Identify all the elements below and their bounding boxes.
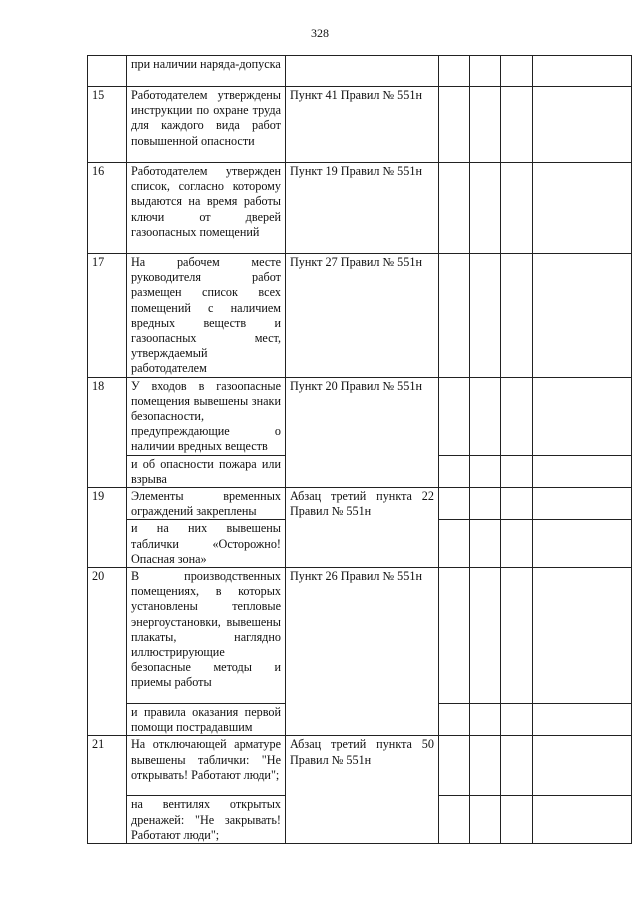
answer-cell — [501, 704, 533, 736]
legal-reference: Пункт 20 Правил № 551н — [286, 377, 439, 487]
answer-cell — [470, 455, 501, 487]
note-cell — [533, 254, 632, 378]
legal-reference: Пункт 26 Правил № 551н — [286, 568, 439, 736]
answer-cell — [501, 796, 533, 844]
legal-reference: Абзац третий пункта 22 Правил № 551н — [286, 488, 439, 568]
answer-cell — [501, 488, 533, 520]
answer-cell — [470, 736, 501, 796]
row-number — [88, 56, 127, 87]
answer-cell — [470, 377, 501, 455]
row-number: 16 — [88, 163, 127, 254]
answer-cell — [439, 455, 470, 487]
answer-cell — [470, 704, 501, 736]
answer-cell — [439, 377, 470, 455]
table-row — [88, 377, 632, 455]
note-cell — [533, 488, 632, 520]
table-row — [88, 736, 632, 796]
answer-cell — [470, 488, 501, 520]
requirement-text: У входов в газоопасные помещения вывешены знаки безопасности, предупреждающие о наличии вредных веществ — [127, 377, 286, 455]
row-number: 20 — [88, 568, 127, 736]
answer-cell — [439, 254, 470, 378]
answer-cell — [439, 488, 470, 520]
answer-cell — [439, 163, 470, 254]
legal-reference: Пункт 41 Правил № 551н — [286, 87, 439, 163]
answer-cell — [439, 568, 470, 704]
note-cell — [533, 568, 632, 704]
requirement-text: и правила оказания первой помощи пострадавшим — [127, 704, 286, 736]
answer-cell — [501, 377, 533, 455]
note-cell — [533, 520, 632, 568]
note-cell — [533, 56, 632, 87]
table-row — [88, 87, 632, 163]
requirement-text: на вентилях открытых дренажей: "Не закрывать! Работают люди"; — [127, 796, 286, 844]
requirement-text: На рабочем месте руководителя работ размещен список всех помещений с наличием вредных веществ и газоопасных мест, утверждаемый работодателем — [127, 254, 286, 378]
note-cell — [533, 455, 632, 487]
answer-cell — [470, 568, 501, 704]
row-number: 15 — [88, 87, 127, 163]
requirement-text: На отключающей арматуре вывешены таблички: "Не открывать! Работают люди"; — [127, 736, 286, 796]
legal-reference — [286, 56, 439, 87]
requirement-text: при наличии наряда-допуска — [127, 56, 286, 87]
answer-cell — [439, 87, 470, 163]
answer-cell — [501, 163, 533, 254]
answer-cell — [501, 520, 533, 568]
legal-reference: Абзац третий пункта 50 Правил № 551н — [286, 736, 439, 844]
table-row — [88, 254, 632, 378]
answer-cell — [501, 254, 533, 378]
page-number: 328 — [311, 26, 329, 40]
answer-cell — [470, 796, 501, 844]
answer-cell — [439, 56, 470, 87]
answer-cell — [501, 56, 533, 87]
requirement-text: В производственных помещениях, в которых установлены тепловые энергоустановки, вывешены плакаты, наглядно иллюстрирующие безопасные методы и приемы работы — [127, 568, 286, 704]
checklist-table — [87, 55, 632, 844]
table-row — [88, 163, 632, 254]
answer-cell — [501, 736, 533, 796]
note-cell — [533, 704, 632, 736]
answer-cell — [501, 87, 533, 163]
note-cell — [533, 163, 632, 254]
table-row — [88, 488, 632, 520]
row-number: 18 — [88, 377, 127, 487]
legal-reference: Пункт 27 Правил № 551н — [286, 254, 439, 378]
answer-cell — [439, 736, 470, 796]
answer-cell — [470, 254, 501, 378]
table-row — [88, 56, 632, 87]
requirement-text: и на них вывешены таблички «Осторожно! Опасная зона» — [127, 520, 286, 568]
requirement-text: Работодателем утвержден список, согласно которому выдаются на время работы ключи от дверей газоопасных помещений — [127, 163, 286, 254]
answer-cell — [470, 163, 501, 254]
note-cell — [533, 87, 632, 163]
answer-cell — [501, 455, 533, 487]
answer-cell — [439, 520, 470, 568]
note-cell — [533, 796, 632, 844]
row-number: 19 — [88, 488, 127, 568]
answer-cell — [439, 796, 470, 844]
answer-cell — [470, 520, 501, 568]
answer-cell — [501, 568, 533, 704]
requirement-text: Элементы временных ограждений закреплены — [127, 488, 286, 520]
row-number: 21 — [88, 736, 127, 844]
answer-cell — [470, 87, 501, 163]
note-cell — [533, 736, 632, 796]
legal-reference: Пункт 19 Правил № 551н — [286, 163, 439, 254]
requirement-text: и об опасности пожара или взрыва — [127, 455, 286, 487]
row-number: 17 — [88, 254, 127, 378]
requirement-text: Работодателем утверждены инструкции по охране труда для каждого вида работ повышенной опасности — [127, 87, 286, 163]
answer-cell — [439, 704, 470, 736]
note-cell — [533, 377, 632, 455]
table-row — [88, 568, 632, 704]
answer-cell — [470, 56, 501, 87]
